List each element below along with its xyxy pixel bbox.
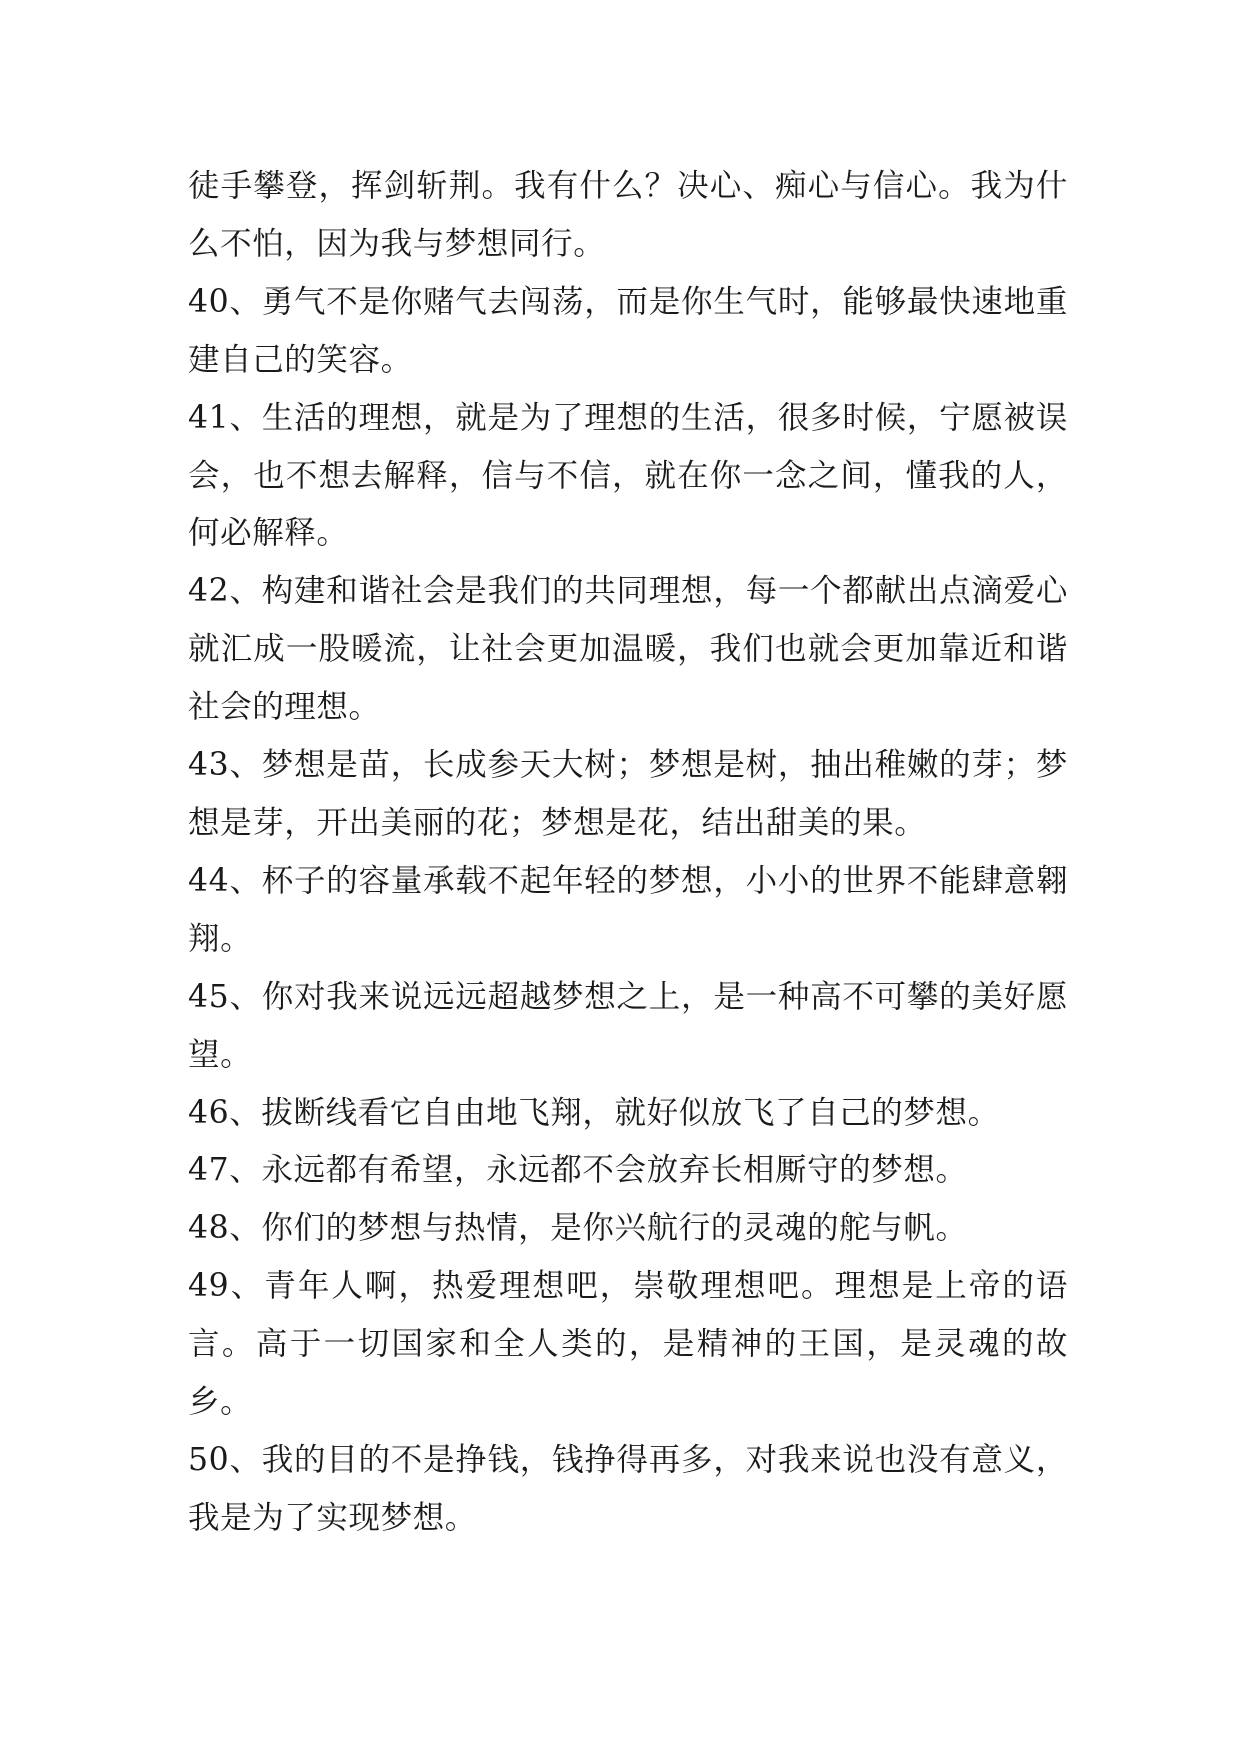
paragraph-45: 45、你对我来说远远超越梦想之上，是一种高不可攀的美好愿望。: [188, 978, 1068, 1073]
paragraph-40: 40、勇气不是你赌气去闯荡，而是你生气时，能够最快速地重建自己的笑容。: [188, 283, 1068, 378]
paragraph-42: 42、构建和谐社会是我们的共同理想，每一个都献出点滴爱心就汇成一股暖流，让社会更加温暖，我们也就会更加靠近和谐社会的理想。: [188, 573, 1068, 726]
paragraph-41: 41、生活的理想，就是为了理想的生活，很多时候，宁愿被误会，也不想去解释，信与不信，就在你一念之间，懂我的人，何必解释。: [188, 399, 1068, 552]
paragraph-43: 43、梦想是苗，长成参天大树；梦想是树，抽出稚嫩的芽；梦想是芽，开出美丽的花；梦想是花，结出甜美的果。: [188, 747, 1068, 841]
paragraph-47: 47、永远都有希望，永远都不会放弃长相厮守的梦想。: [188, 1152, 968, 1189]
paragraph-continuation: 徒手攀登，挥剑斩荆。我有什么？决心、痴心与信心。我为什么不怕，因为我与梦想同行。: [188, 168, 1068, 262]
paragraph-44: 44、杯子的容量承载不起年轻的梦想，小小的世界不能肆意翱翔。: [188, 862, 1068, 957]
document-body: [188, 158, 1068, 1548]
paragraph-50: 50、我的目的不是挣钱，钱挣得再多，对我来说也没有意义，我是为了实现梦想。: [188, 1441, 1068, 1536]
paragraph-49: 49、青年人啊，热爱理想吧，崇敬理想吧。理想是上帝的语言。高于一切国家和全人类的，是精神的王国，是灵魂的故乡。: [188, 1268, 1068, 1421]
paragraph-46: 46、拔断线看它自由地飞翔，就好似放飞了自己的梦想。: [188, 1094, 1000, 1131]
paragraph-48: 48、你们的梦想与热情，是你兴航行的灵魂的舵与帆。: [188, 1210, 968, 1247]
